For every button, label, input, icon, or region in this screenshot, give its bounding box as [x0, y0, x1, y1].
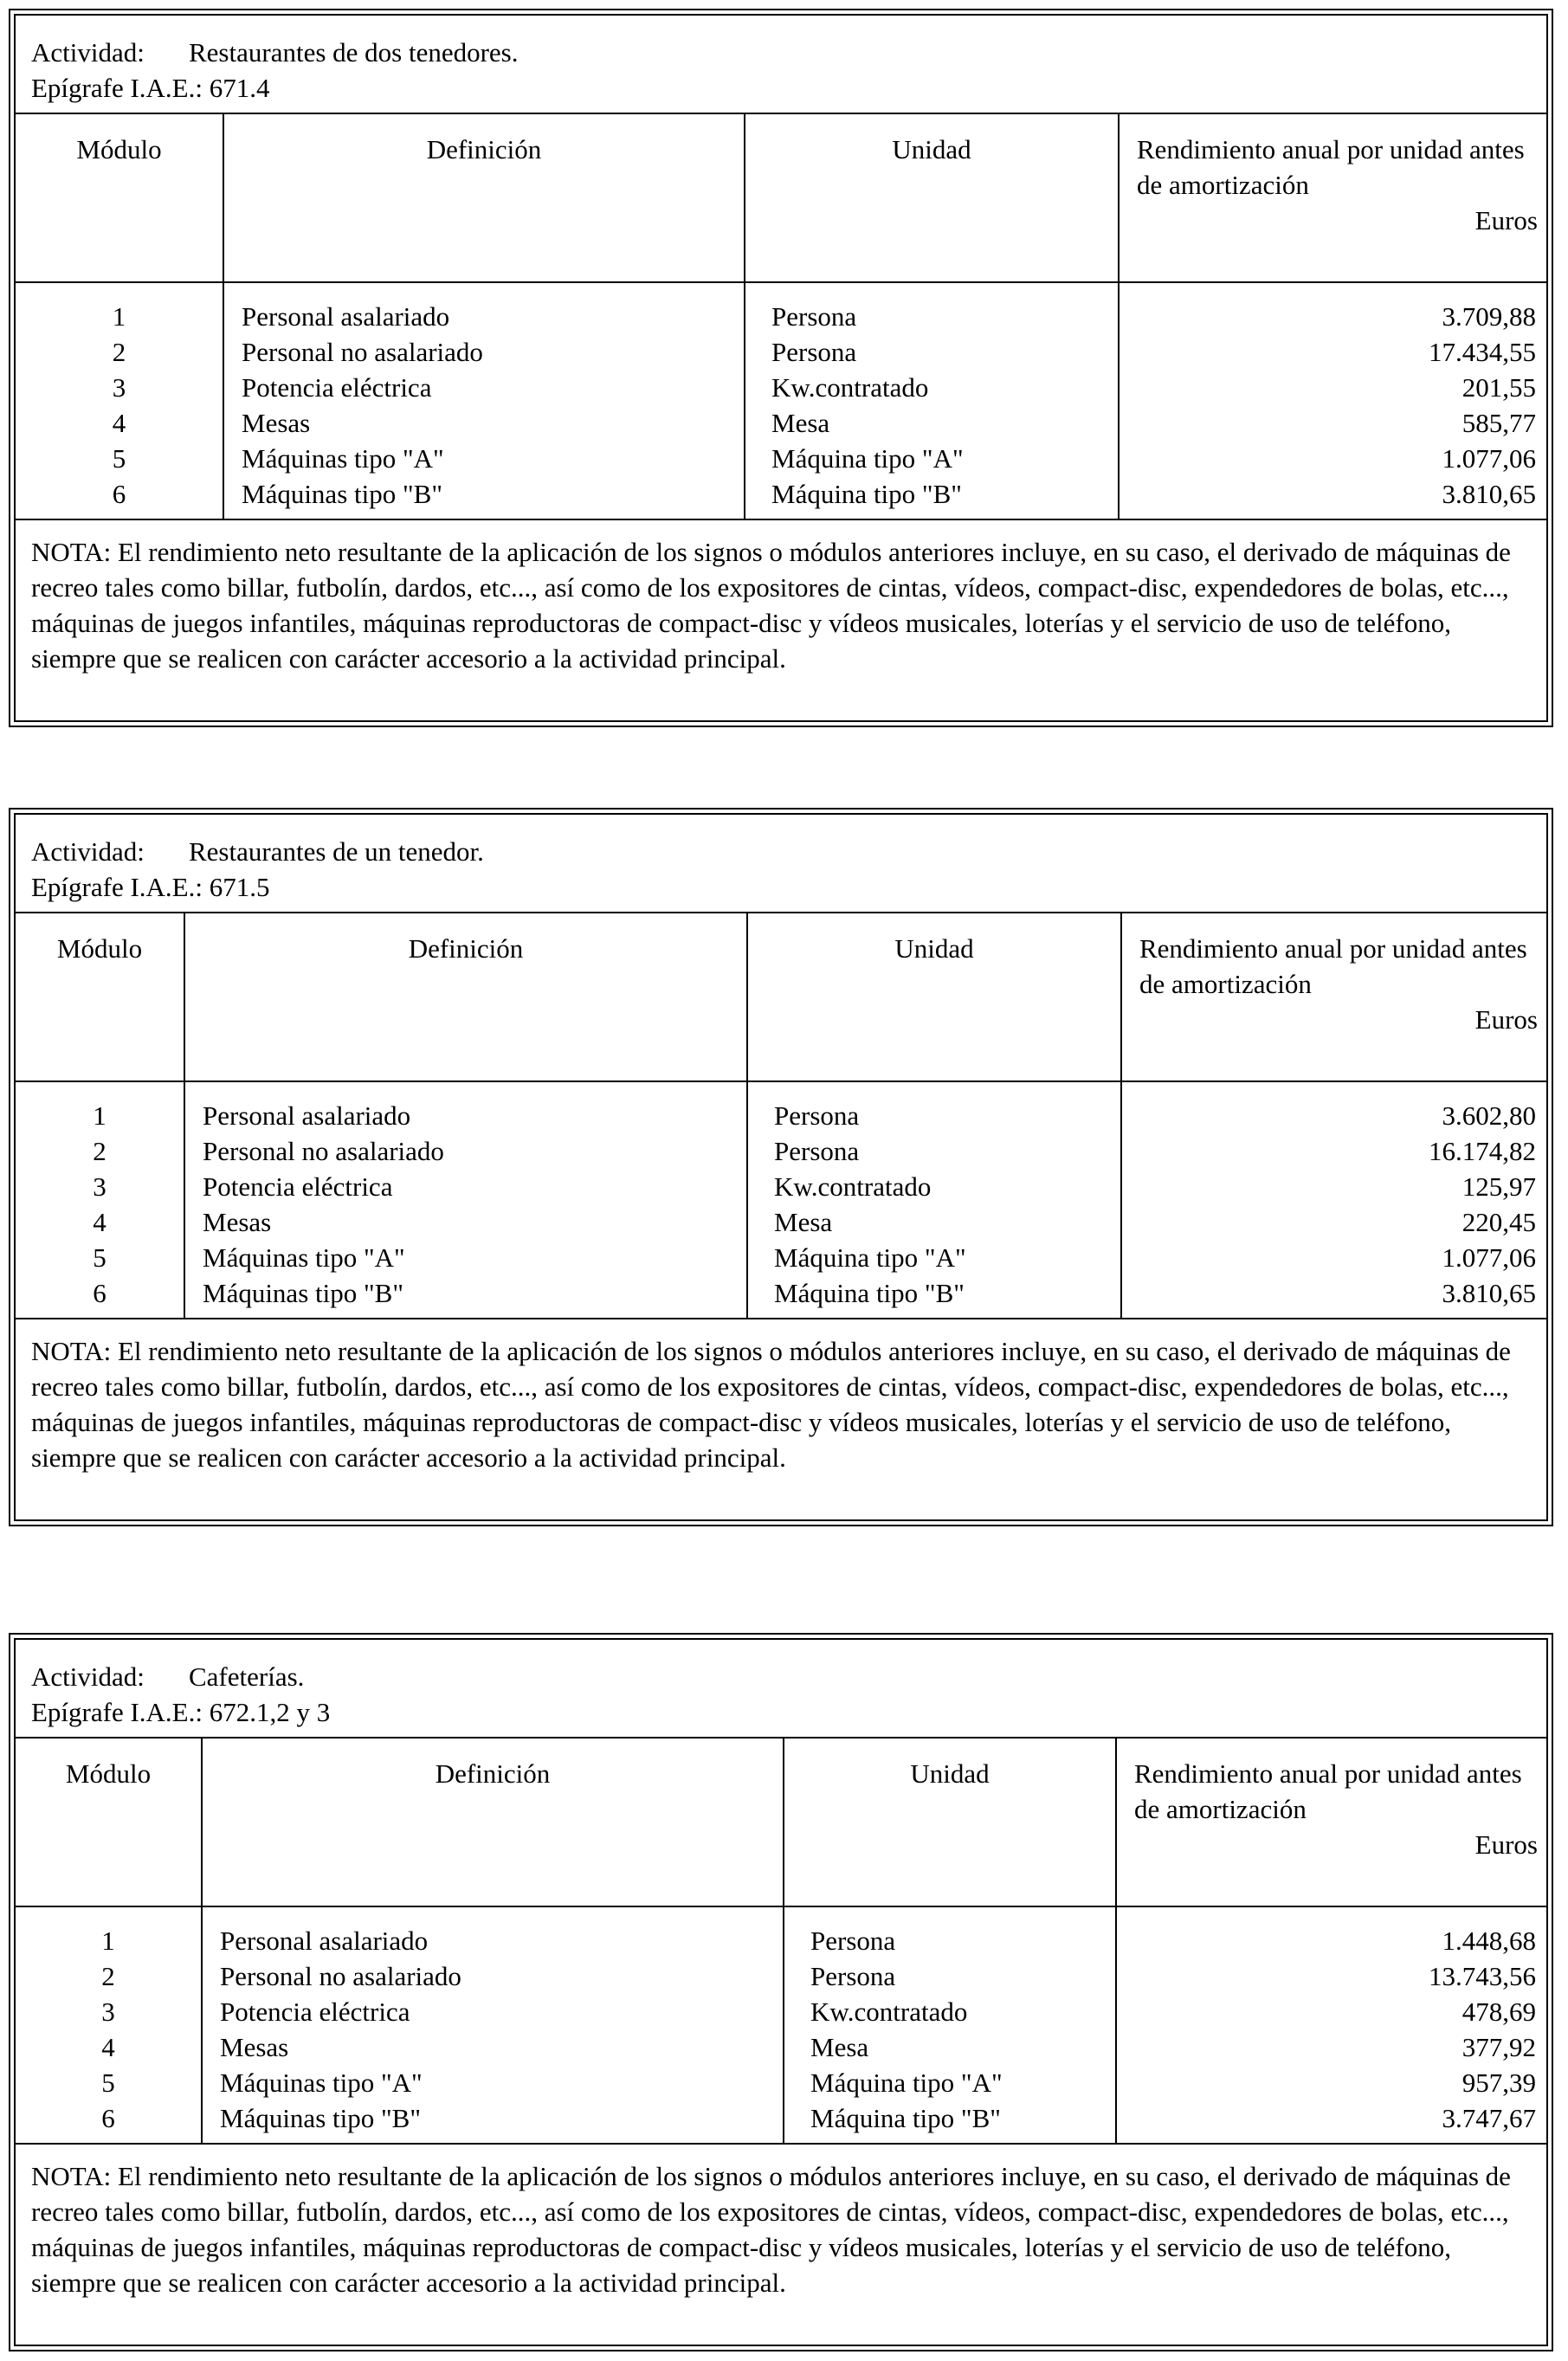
col-modulo: Módulo — [16, 114, 223, 282]
modulo-value: 3 — [101, 1997, 115, 2027]
col-rendimiento-text: Rendimiento anual por unidad antes de amortización — [1137, 134, 1525, 200]
unidad-value: Persona — [774, 1136, 860, 1166]
module-block-frame — [14, 14, 1548, 722]
rendimiento-value: 478,69 — [1462, 1997, 1536, 2027]
actividad-label: Actividad: — [31, 37, 145, 68]
rendimiento-value: 17.434,55 — [1429, 337, 1536, 367]
epigrafe-label: Epígrafe I.A.E.: — [31, 872, 203, 902]
unidad-value: Persona — [810, 1961, 896, 1991]
definicion-value: Máquinas tipo "A" — [203, 1242, 405, 1273]
epigrafe-line — [31, 869, 1546, 905]
unidad-value: Kw.contratado — [774, 1171, 932, 1202]
definicion-value: Personal asalariado — [242, 301, 450, 332]
unidad-column — [745, 282, 1119, 519]
col-euros: Euros — [1474, 205, 1538, 235]
col-definicion: Definición — [184, 913, 747, 1081]
actividad-value: Cafeterías. — [189, 1661, 305, 1692]
unidad-column — [784, 1906, 1116, 2143]
rendimiento-value: 220,45 — [1462, 1207, 1536, 1237]
modulo-value: 1 — [93, 1100, 106, 1131]
col-modulo: Módulo — [16, 913, 184, 1081]
definicion-value: Potencia eléctrica — [220, 1997, 410, 2027]
col-definicion: Definición — [223, 114, 745, 282]
column-header-row — [16, 114, 1546, 282]
unidad-value: Máquina tipo "B" — [774, 1278, 965, 1308]
module-block-1 — [9, 9, 1553, 727]
module-block-3 — [9, 1633, 1553, 2351]
nota-text: NOTA: El rendimiento neto resultante de la aplicación de los signos o módulos anteriores incluye, en su caso, el derivado de máquinas de recreo tales como billar, futbolín, dardos, etc..., así como de los expositores de cintas, vídeos, compact-disc, expendedores de bolas, etc..., máquinas de juegos infantiles, máquinas reproductoras de compact-disc y vídeos musicales, loterías y el servicio de uso de teléfono, siempre que se realicen con carácter accesorio a la actividad principal. — [16, 2143, 1546, 2300]
unidad-value: Máquina tipo "B" — [771, 479, 962, 509]
modulo-value: 2 — [112, 337, 126, 367]
rendimiento-value: 3.810,65 — [1442, 479, 1536, 509]
block-header — [16, 815, 1546, 913]
rendimiento-value: 3.709,88 — [1442, 301, 1536, 332]
modulo-value: 2 — [101, 1961, 115, 1991]
definicion-value: Máquinas tipo "A" — [220, 2067, 423, 2098]
rendimiento-value: 3.602,80 — [1442, 1100, 1536, 1131]
epigrafe-value: 672.1,2 y 3 — [209, 1697, 331, 1727]
modulo-column — [16, 1081, 184, 1318]
modulo-value: 4 — [101, 2032, 115, 2062]
modulo-value: 6 — [101, 2103, 115, 2133]
block-header — [16, 1640, 1546, 1738]
definicion-value: Personal asalariado — [220, 1926, 429, 1956]
rendimiento-value: 377,92 — [1462, 2032, 1536, 2062]
unidad-value: Persona — [810, 1926, 896, 1956]
definicion-value: Potencia eléctrica — [203, 1171, 393, 1202]
col-modulo: Módulo — [16, 1738, 202, 1906]
rendimiento-value: 3.747,67 — [1442, 2103, 1536, 2133]
actividad-line — [31, 35, 1546, 70]
unidad-value: Kw.contratado — [771, 372, 929, 403]
rendimiento-value: 201,55 — [1462, 372, 1536, 403]
module-rows — [16, 282, 1546, 519]
col-rendimiento — [1121, 913, 1546, 1081]
rendimiento-value: 3.810,65 — [1442, 1278, 1536, 1308]
block-header — [16, 16, 1546, 114]
actividad-value: Restaurantes de dos tenedores. — [189, 37, 519, 68]
unidad-value: Mesa — [774, 1207, 833, 1237]
definicion-value: Potencia eléctrica — [242, 372, 432, 403]
module-block-frame — [14, 1638, 1548, 2346]
unidad-value: Persona — [771, 301, 857, 332]
rendimiento-column — [1116, 1906, 1546, 2143]
module-rows — [16, 1081, 1546, 1318]
column-header-row — [16, 913, 1546, 1081]
rendimiento-value: 957,39 — [1462, 2067, 1536, 2098]
col-rendimiento — [1116, 1738, 1546, 1906]
rendimiento-value: 125,97 — [1462, 1171, 1536, 1202]
col-euros: Euros — [1474, 1829, 1538, 1860]
rendimiento-value: 1.448,68 — [1442, 1926, 1536, 1956]
module-table — [16, 1738, 1546, 2143]
definicion-value: Máquinas tipo "A" — [242, 443, 444, 474]
modulo-value: 4 — [112, 408, 126, 438]
actividad-line — [31, 834, 1546, 869]
module-block-frame — [14, 813, 1548, 1521]
actividad-value: Restaurantes de un tenedor. — [189, 836, 484, 867]
modulo-value: 2 — [93, 1136, 106, 1166]
actividad-label: Actividad: — [31, 1661, 145, 1692]
definicion-column — [202, 1906, 784, 2143]
unidad-value: Máquina tipo "A" — [771, 443, 964, 474]
definicion-value: Personal no asalariado — [242, 337, 483, 367]
epigrafe-label: Epígrafe I.A.E.: — [31, 1697, 203, 1727]
definicion-value: Personal no asalariado — [203, 1136, 444, 1166]
rendimiento-value: 1.077,06 — [1442, 1242, 1536, 1273]
unidad-value: Mesa — [810, 2032, 869, 2062]
epigrafe-value: 671.5 — [209, 872, 270, 902]
epigrafe-line — [31, 70, 1546, 106]
modulo-value: 6 — [112, 479, 126, 509]
modulo-value: 6 — [93, 1278, 106, 1308]
definicion-column — [184, 1081, 747, 1318]
modulo-value: 3 — [112, 372, 126, 403]
definicion-column — [223, 282, 745, 519]
rendimiento-value: 585,77 — [1462, 408, 1536, 438]
modulo-column — [16, 1906, 202, 2143]
modulo-value: 1 — [101, 1926, 115, 1956]
epigrafe-line — [31, 1694, 1546, 1730]
col-unidad: Unidad — [784, 1738, 1116, 1906]
unidad-column — [747, 1081, 1121, 1318]
unidad-value: Kw.contratado — [810, 1997, 968, 2027]
modulo-value: 5 — [101, 2067, 115, 2098]
col-rendimiento — [1119, 114, 1546, 282]
rendimiento-column — [1121, 1081, 1546, 1318]
unidad-value: Máquina tipo "B" — [810, 2103, 1001, 2133]
unidad-value: Mesa — [771, 408, 830, 438]
modulo-value: 4 — [93, 1207, 106, 1237]
modulo-value: 1 — [112, 301, 126, 332]
unidad-value: Máquina tipo "A" — [774, 1242, 966, 1273]
definicion-value: Máquinas tipo "B" — [242, 479, 442, 509]
epigrafe-value: 671.4 — [209, 73, 270, 103]
rendimiento-value: 13.743,56 — [1429, 1961, 1536, 1991]
modulo-value: 5 — [93, 1242, 106, 1273]
epigrafe-label: Epígrafe I.A.E.: — [31, 73, 203, 103]
nota-text: NOTA: El rendimiento neto resultante de la aplicación de los signos o módulos anteriores incluye, en su caso, el derivado de máquinas de recreo tales como billar, futbolín, dardos, etc..., así como de los expositores de cintas, vídeos, compact-disc, expendedores de bolas, etc..., máquinas de juegos infantiles, máquinas reproductoras de compact-disc y vídeos musicales, loterías y el servicio de uso de teléfono, siempre que se realicen con carácter accesorio a la actividad principal. — [16, 519, 1546, 676]
modulo-column — [16, 282, 223, 519]
module-table — [16, 114, 1546, 519]
actividad-line — [31, 1659, 1546, 1694]
rendimiento-value: 1.077,06 — [1442, 443, 1536, 474]
column-header-row — [16, 1738, 1546, 1906]
col-unidad: Unidad — [747, 913, 1121, 1081]
definicion-value: Máquinas tipo "B" — [203, 1278, 403, 1308]
definicion-value: Mesas — [220, 2032, 289, 2062]
module-rows — [16, 1906, 1546, 2143]
unidad-value: Persona — [774, 1100, 860, 1131]
definicion-value: Mesas — [203, 1207, 272, 1237]
col-rendimiento-text: Rendimiento anual por unidad antes de amortización — [1139, 933, 1527, 999]
rendimiento-value: 16.174,82 — [1429, 1136, 1536, 1166]
definicion-value: Personal no asalariado — [220, 1961, 461, 1991]
modulo-value: 3 — [93, 1171, 106, 1202]
col-euros: Euros — [1474, 1004, 1538, 1035]
module-block-2 — [9, 808, 1553, 1526]
module-table — [16, 913, 1546, 1318]
col-rendimiento-text: Rendimiento anual por unidad antes de amortización — [1134, 1758, 1522, 1824]
unidad-value: Máquina tipo "A" — [810, 2067, 1003, 2098]
definicion-value: Personal asalariado — [203, 1100, 411, 1131]
unidad-value: Persona — [771, 337, 857, 367]
col-unidad: Unidad — [745, 114, 1119, 282]
rendimiento-column — [1119, 282, 1546, 519]
col-definicion: Definición — [202, 1738, 784, 1906]
modulo-value: 5 — [112, 443, 126, 474]
nota-text: NOTA: El rendimiento neto resultante de la aplicación de los signos o módulos anteriores incluye, en su caso, el derivado de máquinas de recreo tales como billar, futbolín, dardos, etc..., así como de los expositores de cintas, vídeos, compact-disc, expendedores de bolas, etc..., máquinas de juegos infantiles, máquinas reproductoras de compact-disc y vídeos musicales, loterías y el servicio de uso de teléfono, siempre que se realicen con carácter accesorio a la actividad principal. — [16, 1318, 1546, 1475]
definicion-value: Máquinas tipo "B" — [220, 2103, 421, 2133]
definicion-value: Mesas — [242, 408, 311, 438]
actividad-label: Actividad: — [31, 836, 145, 867]
